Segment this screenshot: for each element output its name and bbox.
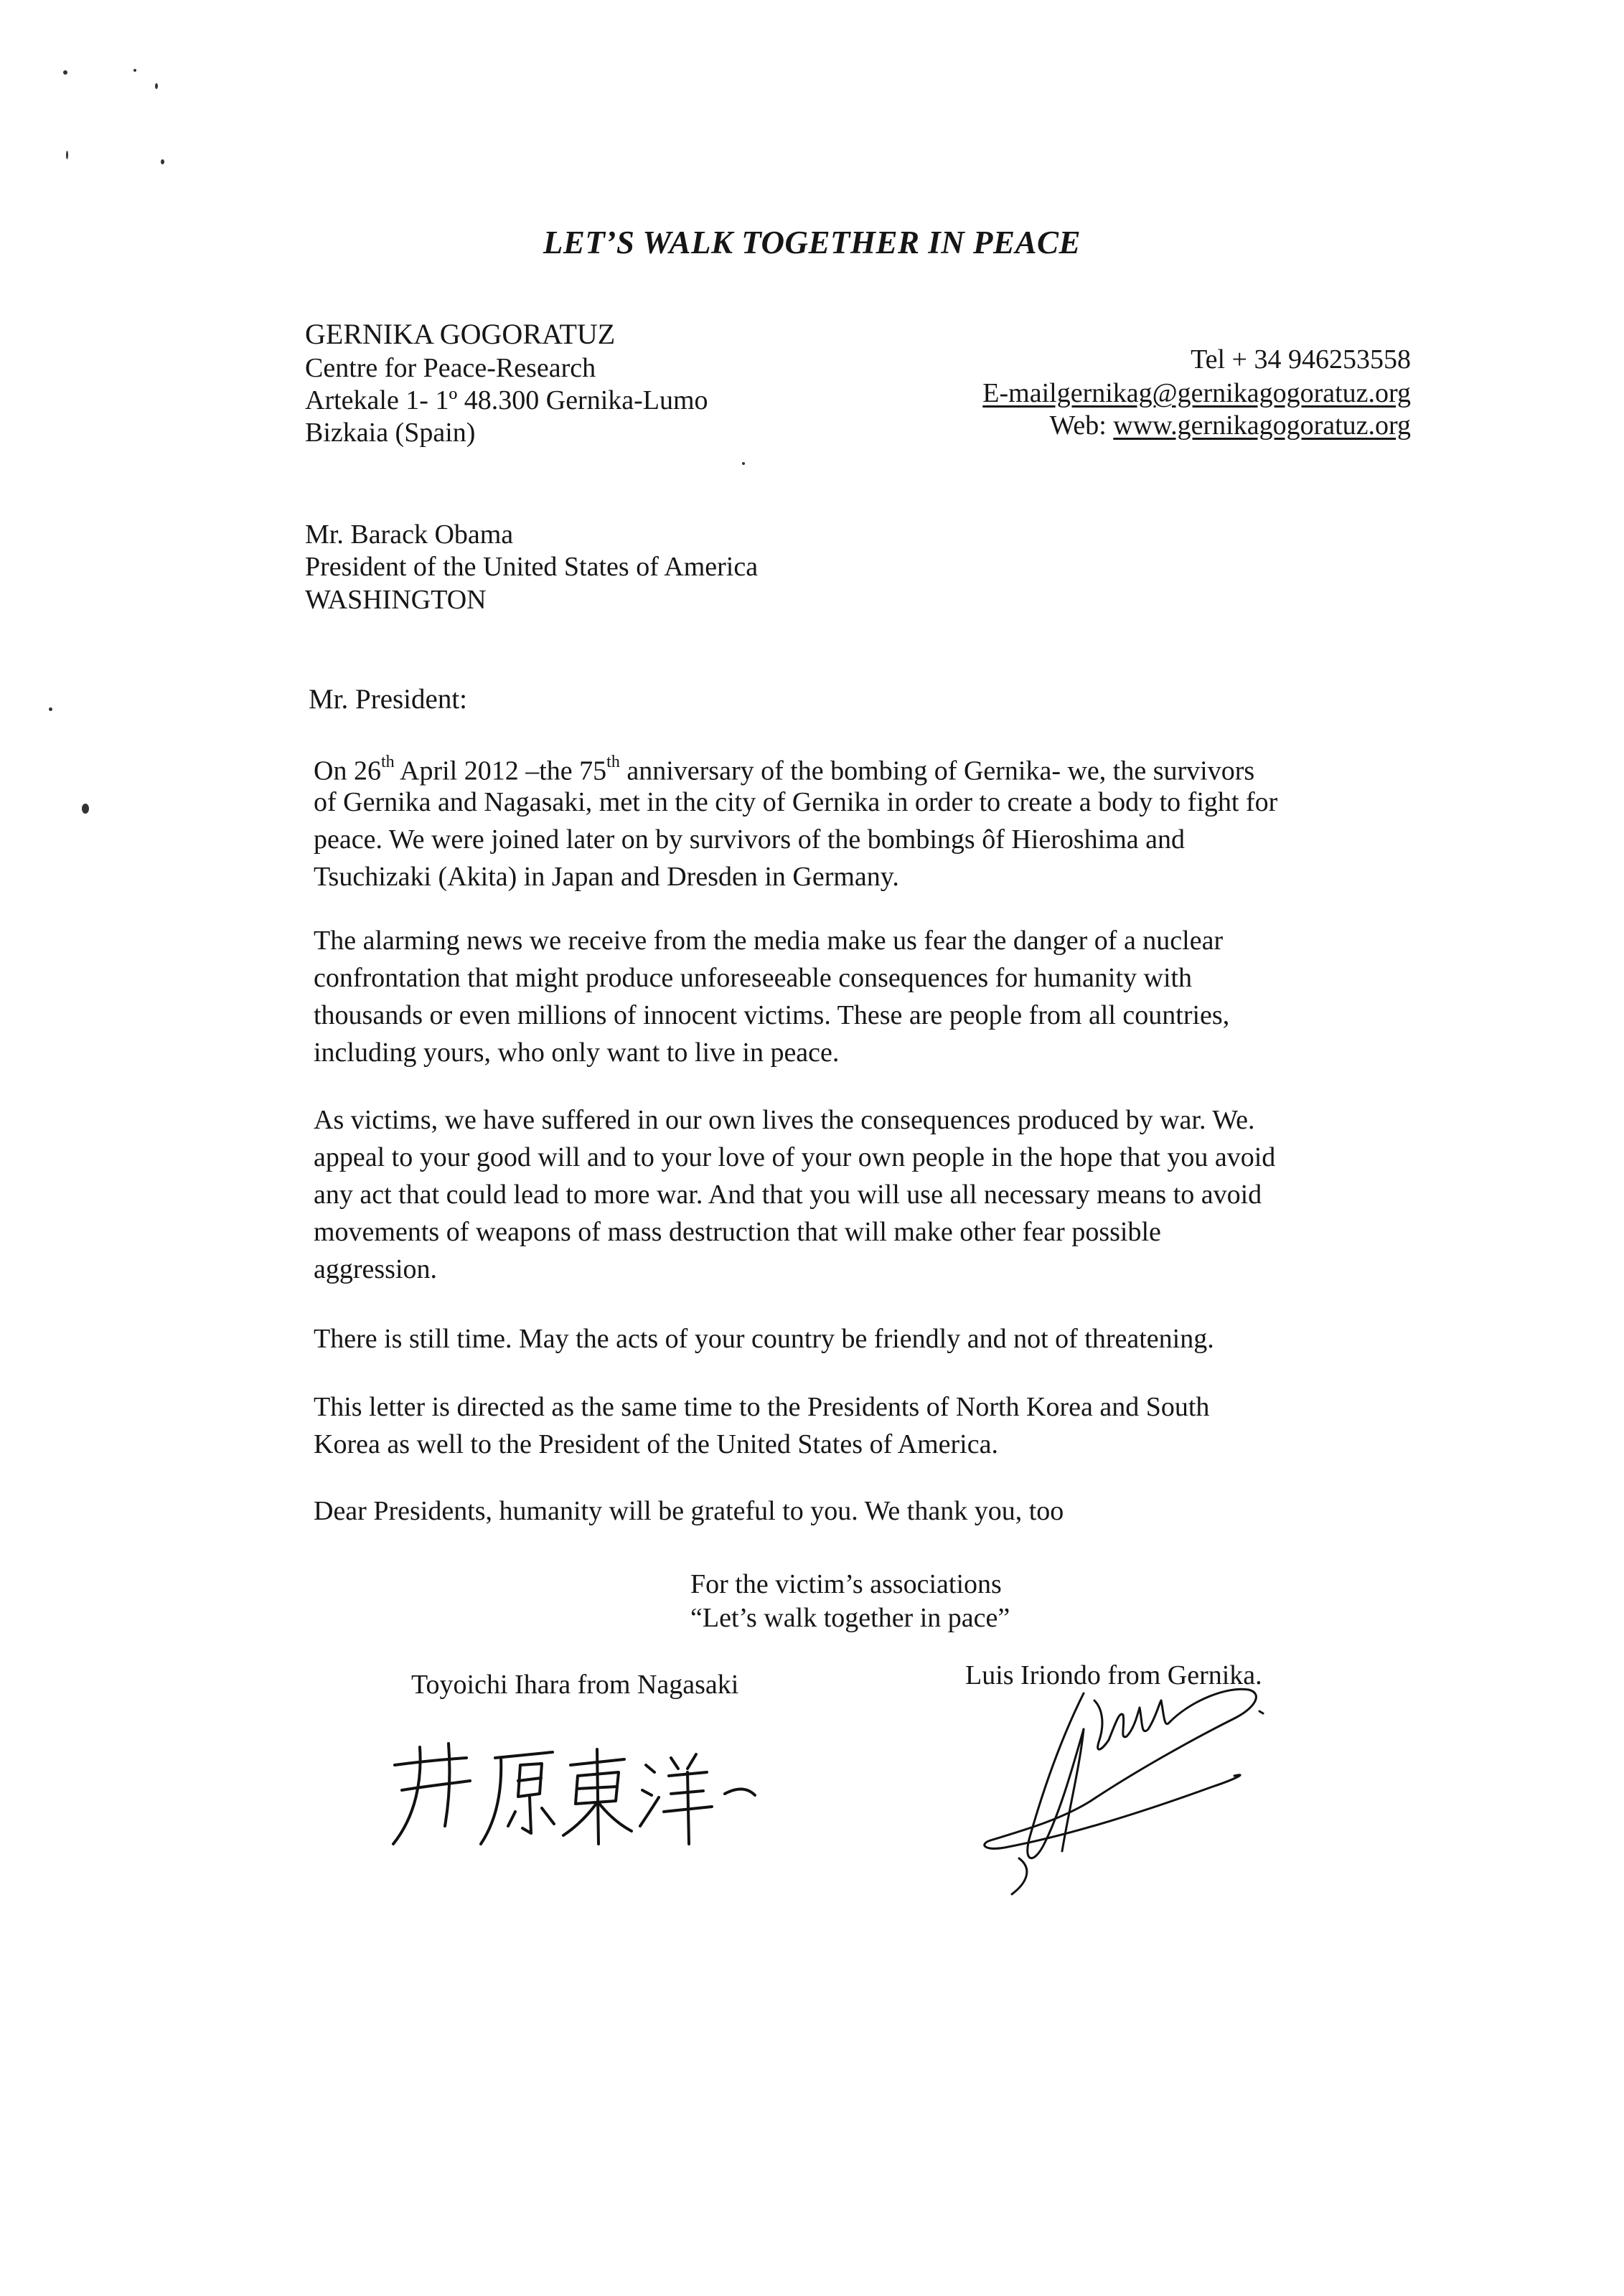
paragraph-4: There is still time. May the acts of your country be friendly and not of threatening. (314, 1324, 1214, 1354)
contact-tel: Tel + 34 946253558 (1191, 344, 1411, 375)
scan-speck (49, 707, 52, 711)
contact-email[interactable]: E-mailgernikag@gernikagogoratuz.org (982, 378, 1411, 408)
paragraph-5-line-2: Korea as well to the President of the United States of America. (314, 1429, 998, 1459)
p1-text-b: April 2012 –the 75 (394, 756, 607, 786)
web-link[interactable]: www.gernikagogoratuz.org (1113, 410, 1411, 441)
paragraph-1-line-2: of Gernika and Nagasaki, met in the city of Gernika in order to create a body to fight for (314, 787, 1278, 817)
paragraph-3-line-5: aggression. (314, 1254, 438, 1284)
letter-title: LET’S WALK TOGETHER IN PEACE (543, 225, 1081, 260)
sender-name: GERNIKA GOGORATUZ (305, 318, 616, 350)
paragraph-2-line-1: The alarming news we receive from the media make us fear the danger of a nuclear (314, 926, 1224, 956)
paragraph-2-line-4: including yours, who only want to live in peace. (314, 1038, 840, 1068)
scan-speck (161, 159, 164, 164)
signature-iriondo (976, 1672, 1277, 1916)
scan-speck (66, 151, 68, 159)
scan-speck (155, 83, 158, 89)
p1-sup-1: th (380, 753, 395, 771)
sender-line-1: Centre for Peace-Research (305, 353, 596, 383)
scan-speck (742, 462, 745, 465)
scan-speck (63, 70, 67, 75)
recipient-title: President of the United States of America (305, 552, 759, 582)
sender-line-2: Artekale 1- 1º 48.300 Gernika-Lumo (305, 385, 708, 415)
salutation: Mr. President: (309, 684, 467, 715)
p1-text-c: anniversary of the bombing of Gernika- we, the survivors (619, 756, 1255, 786)
paragraph-5-line-1: This letter is directed as the same time to the Presidents of North Korea and South (314, 1392, 1210, 1422)
scan-speck (133, 69, 136, 72)
paragraph-3-line-1: As victims, we have suffered in our own lives the consequences produced by war. We. (314, 1105, 1255, 1135)
paragraph-2-line-2: confrontation that might produce unforeseeable consequences for humanity with (314, 963, 1193, 993)
signatory-left: Toyoichi Ihara from Nagasaki (411, 1670, 739, 1700)
paragraph-2-line-3: thousands or even millions of innocent victims. These are people from all countries, (314, 1000, 1230, 1030)
signatory-right: Luis Iriondo from Gernika. (965, 1660, 1262, 1690)
recipient-city: WASHINGTON (305, 585, 487, 615)
contact-web (1050, 409, 1411, 442)
scan-speck (82, 804, 89, 814)
signature-ihara (388, 1736, 761, 1858)
p1-text-a: On 26 (314, 756, 381, 786)
paragraph-6: Dear Presidents, humanity will be grateful to you. We thank you, too (314, 1496, 1064, 1526)
sender-line-3: Bizkaia (Spain) (305, 418, 476, 448)
web-label: Web: (1049, 410, 1114, 441)
paragraph-1-line-3: peace. We were joined later on by survivors of the bombings ôf Hieroshima and (314, 824, 1186, 855)
closing-line-1: For the victim’s associations (690, 1569, 1002, 1599)
p1-sup-2: th (606, 753, 620, 771)
closing-line-2: “Let’s walk together in pace” (690, 1603, 1010, 1633)
paragraph-3-line-3: any act that could lead to more war. And that you will use all necessary means to avoid (314, 1180, 1262, 1210)
paragraph-3-line-2: appeal to your good will and to your love of your own people in the hope that you avoid (314, 1142, 1276, 1172)
paragraph-1-line-4: Tsuchizaki (Akita) in Japan and Dresden in Germany. (314, 862, 899, 892)
recipient-name: Mr. Barack Obama (305, 519, 514, 550)
paragraph-3-line-4: movements of weapons of mass destruction that will make other fear possible (314, 1217, 1161, 1247)
